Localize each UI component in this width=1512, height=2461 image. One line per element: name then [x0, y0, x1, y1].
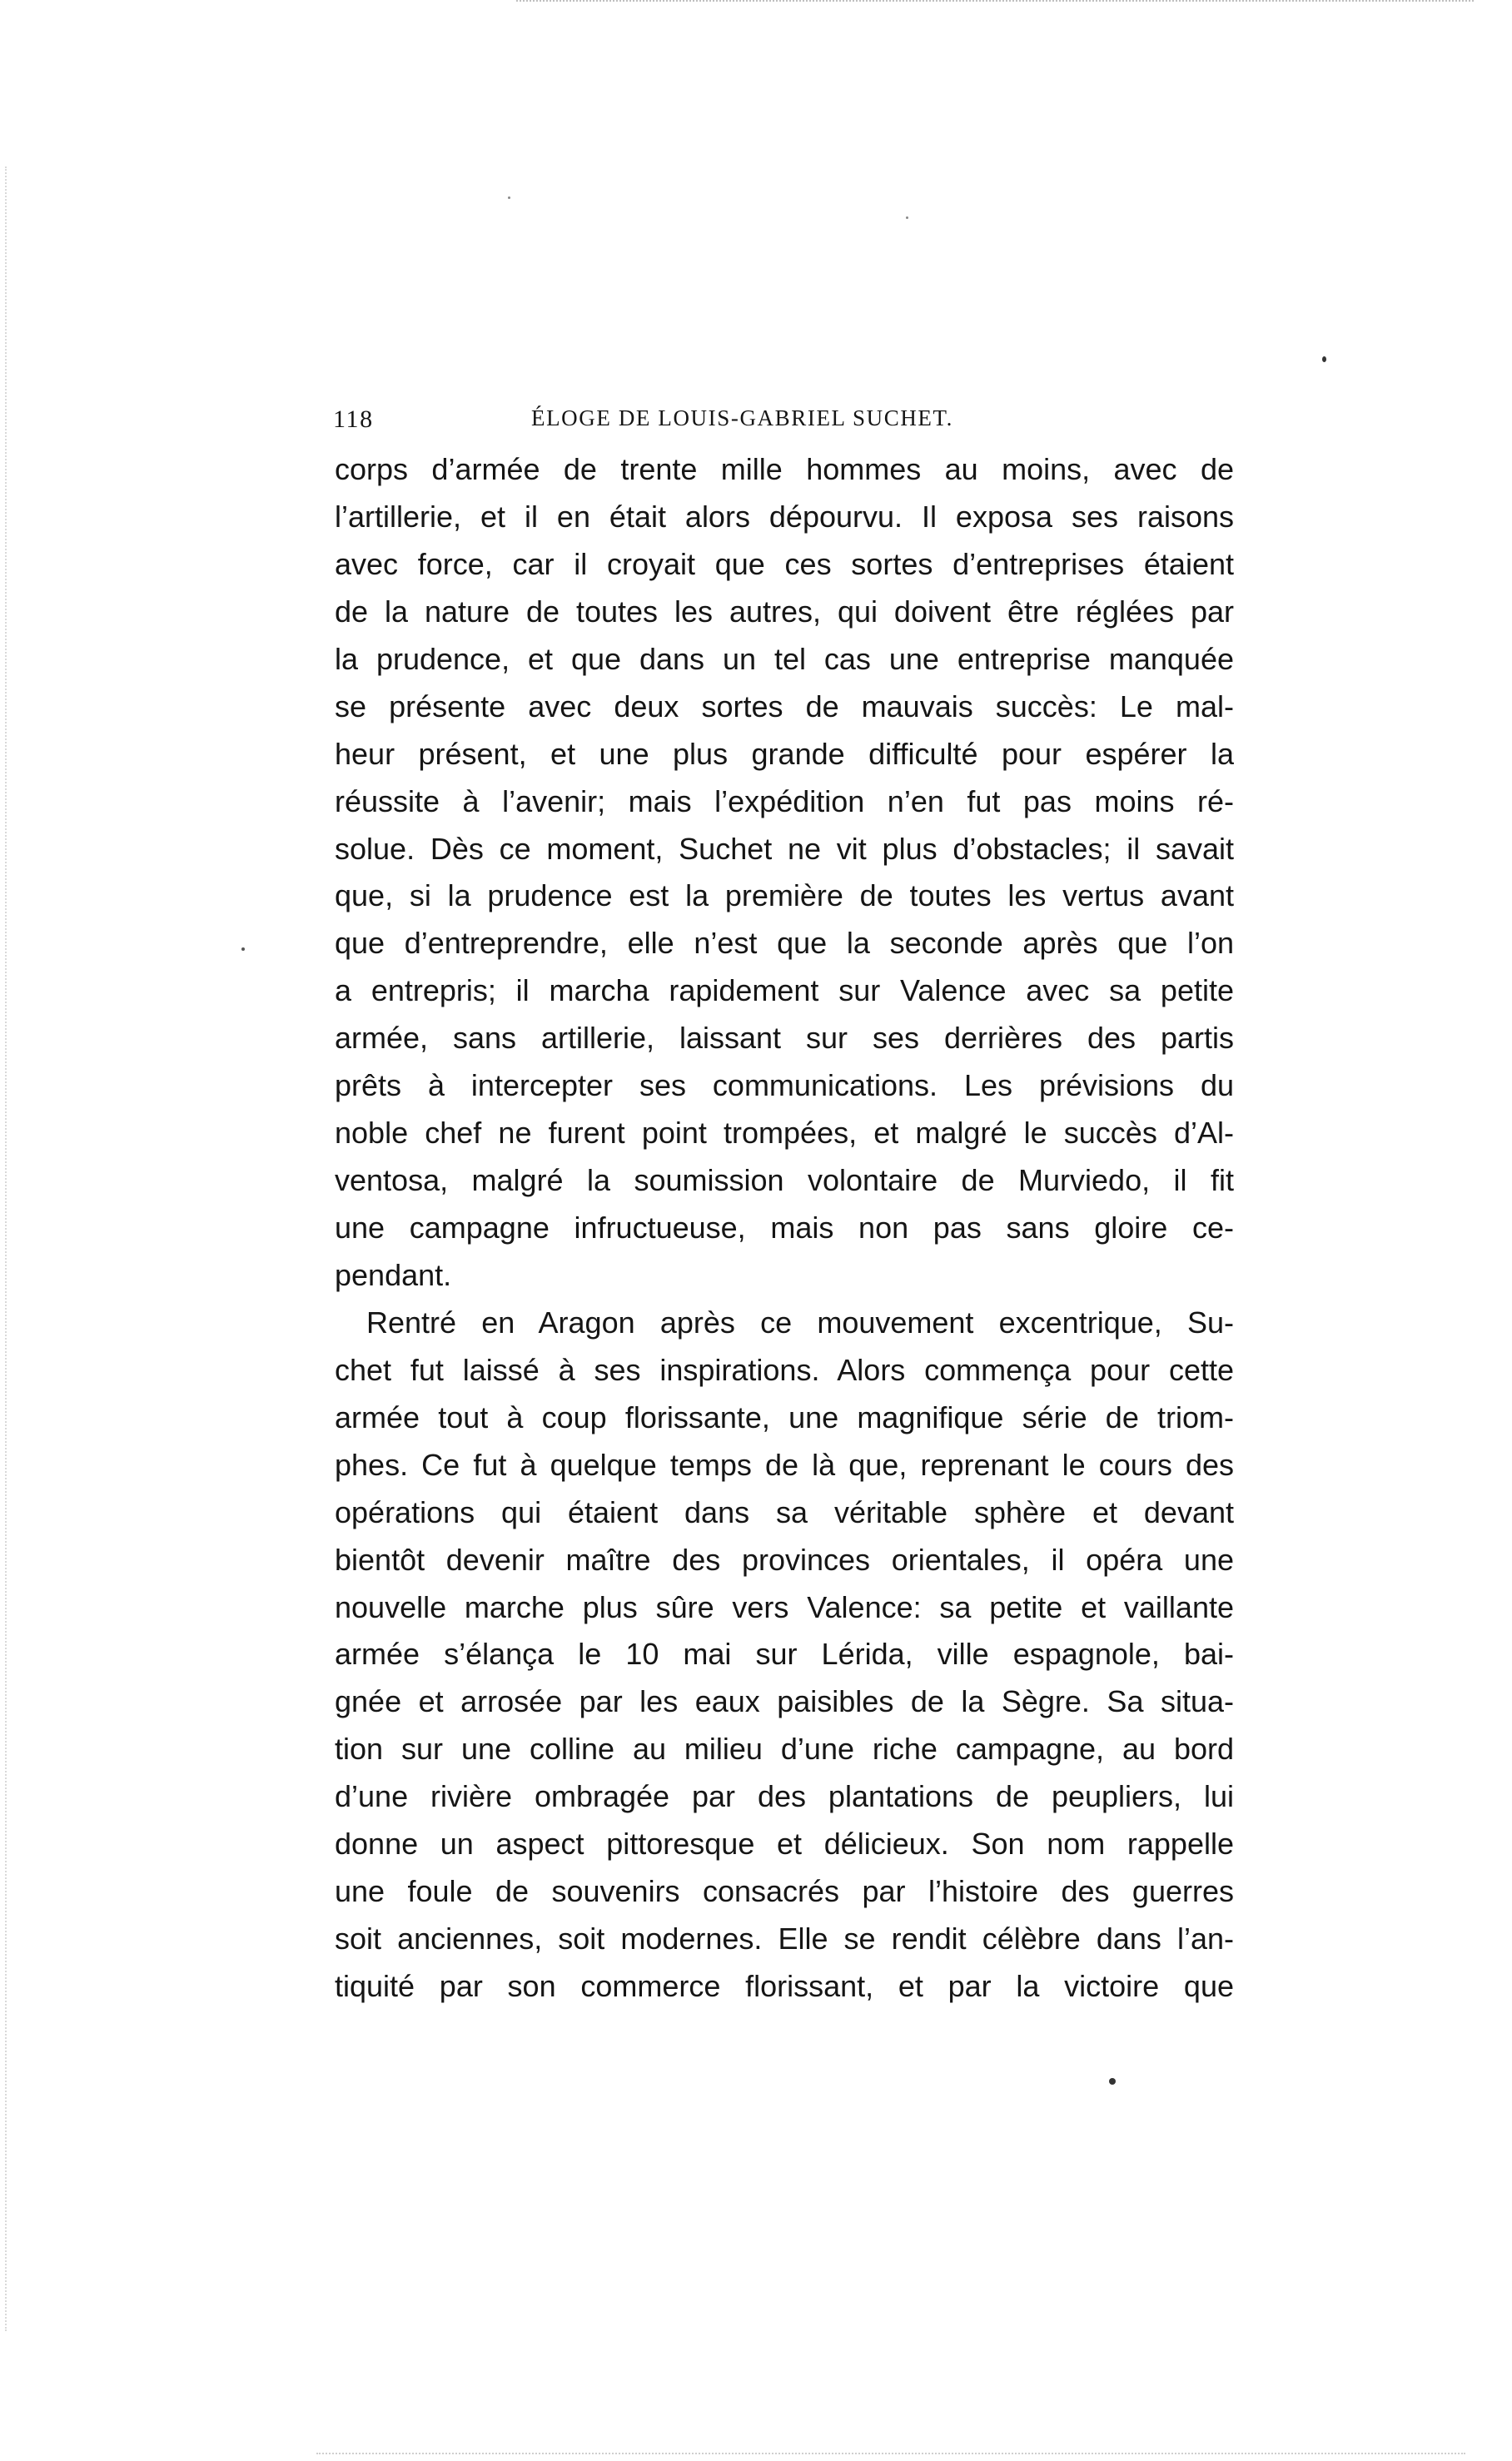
text-line: se présente avec deux sortes de mauvais succès: Le mal-: [335, 689, 1234, 723]
text-line: tiquité par son commerce florissant, et par la victoire que: [335, 1969, 1234, 2003]
text-line: Rentré en Aragon après ce mouvement excentrique, Su-: [366, 1305, 1234, 1340]
body-text: [335, 446, 1234, 2011]
text-line: armée tout à coup florissante, une magnifique série de triom-: [335, 1400, 1234, 1434]
scan-edge-bottom: [316, 2453, 1465, 2456]
text-line: corps d’armée de trente mille hommes au moins, avec de: [335, 452, 1234, 486]
text-line: prêts à intercepter ses communications. Les prévisions du: [335, 1068, 1234, 1103]
text-line: solue. Dès ce moment, Suchet ne vit plus d’obstacles; il savait: [335, 831, 1234, 866]
text-line: ventosa, malgré la soumission volontaire de Murviedo, il fit: [335, 1163, 1234, 1198]
ink-speck: [1322, 356, 1326, 362]
text-line: la prudence, et que dans un tel cas une entreprise manquée: [335, 641, 1234, 676]
text-line: a entrepris; il marcha rapidement sur Valence avec sa petite: [335, 973, 1234, 1008]
text-line: gnée et arrosée par les eaux paisibles de la Sègre. Sa situa-: [335, 1684, 1234, 1719]
text-line: que, si la prudence est la première de toutes les vertus avant: [335, 878, 1234, 913]
ink-speck: [906, 216, 908, 219]
text-line: réussite à l’avenir; mais l’expédition n’en fut pas moins ré-: [335, 783, 1234, 818]
text-line: tion sur une colline au milieu d’une riche campagne, au bord: [335, 1732, 1234, 1767]
text-line: phes. Ce fut à quelque temps de là que, reprenant le cours des: [335, 1447, 1234, 1482]
text-line: heur présent, et une plus grande difficulté pour espérer la: [335, 736, 1234, 771]
text-line: chet fut laissé à ses inspirations. Alors commença pour cette: [335, 1352, 1234, 1387]
text-line: armée, sans artillerie, laissant sur ses derrières des partis: [335, 1021, 1234, 1056]
text-line: noble chef ne furent point trompées, et malgré le succès d’Al-: [335, 1116, 1234, 1151]
text-line: soit anciennes, soit modernes. Elle se rendit célèbre dans l’an-: [335, 1922, 1234, 1956]
text-line: nouvelle marche plus sûre vers Valence: sa petite et vaillante: [335, 1589, 1234, 1624]
ink-speck: [508, 196, 510, 199]
ink-speck: [1109, 2078, 1116, 2085]
scan-edge-left: [5, 167, 8, 2331]
scan-edge-top: [516, 0, 1474, 5]
page-header: [333, 405, 1232, 442]
text-line: d’une rivière ombragée par des plantations de peupliers, lui: [335, 1779, 1234, 1814]
text-line: donne un aspect pittoresque et délicieux. Son nom rappelle: [335, 1827, 1234, 1862]
text-line: avec force, car il croyait que ces sortes d’entreprises étaient: [335, 546, 1234, 581]
text-line: bientôt devenir maître des provinces orientales, il opéra une: [335, 1542, 1234, 1577]
text-line: opérations qui étaient dans sa véritable sphère et devant: [335, 1494, 1234, 1529]
page-number: 118: [333, 405, 374, 433]
running-title: ÉLOGE DE LOUIS-GABRIEL SUCHET.: [531, 405, 953, 430]
text-line: l’artillerie, et il en était alors dépourvu. Il exposa ses raisons: [335, 499, 1234, 534]
text-line: une foule de souvenirs consacrés par l’histoire des guerres: [335, 1874, 1234, 1909]
text-line: une campagne infructueuse, mais non pas sans gloire ce-: [335, 1211, 1234, 1245]
text-line: que d’entreprendre, elle n’est que la seconde après que l’on: [335, 926, 1234, 961]
text-line: armée s’élança le 10 mai sur Lérida, ville espagnole, bai-: [335, 1637, 1234, 1672]
ink-speck: [241, 947, 245, 951]
text-line: de la nature de toutes les autres, qui doivent être réglées par: [335, 594, 1234, 629]
text-line: pendant.: [335, 1257, 452, 1292]
